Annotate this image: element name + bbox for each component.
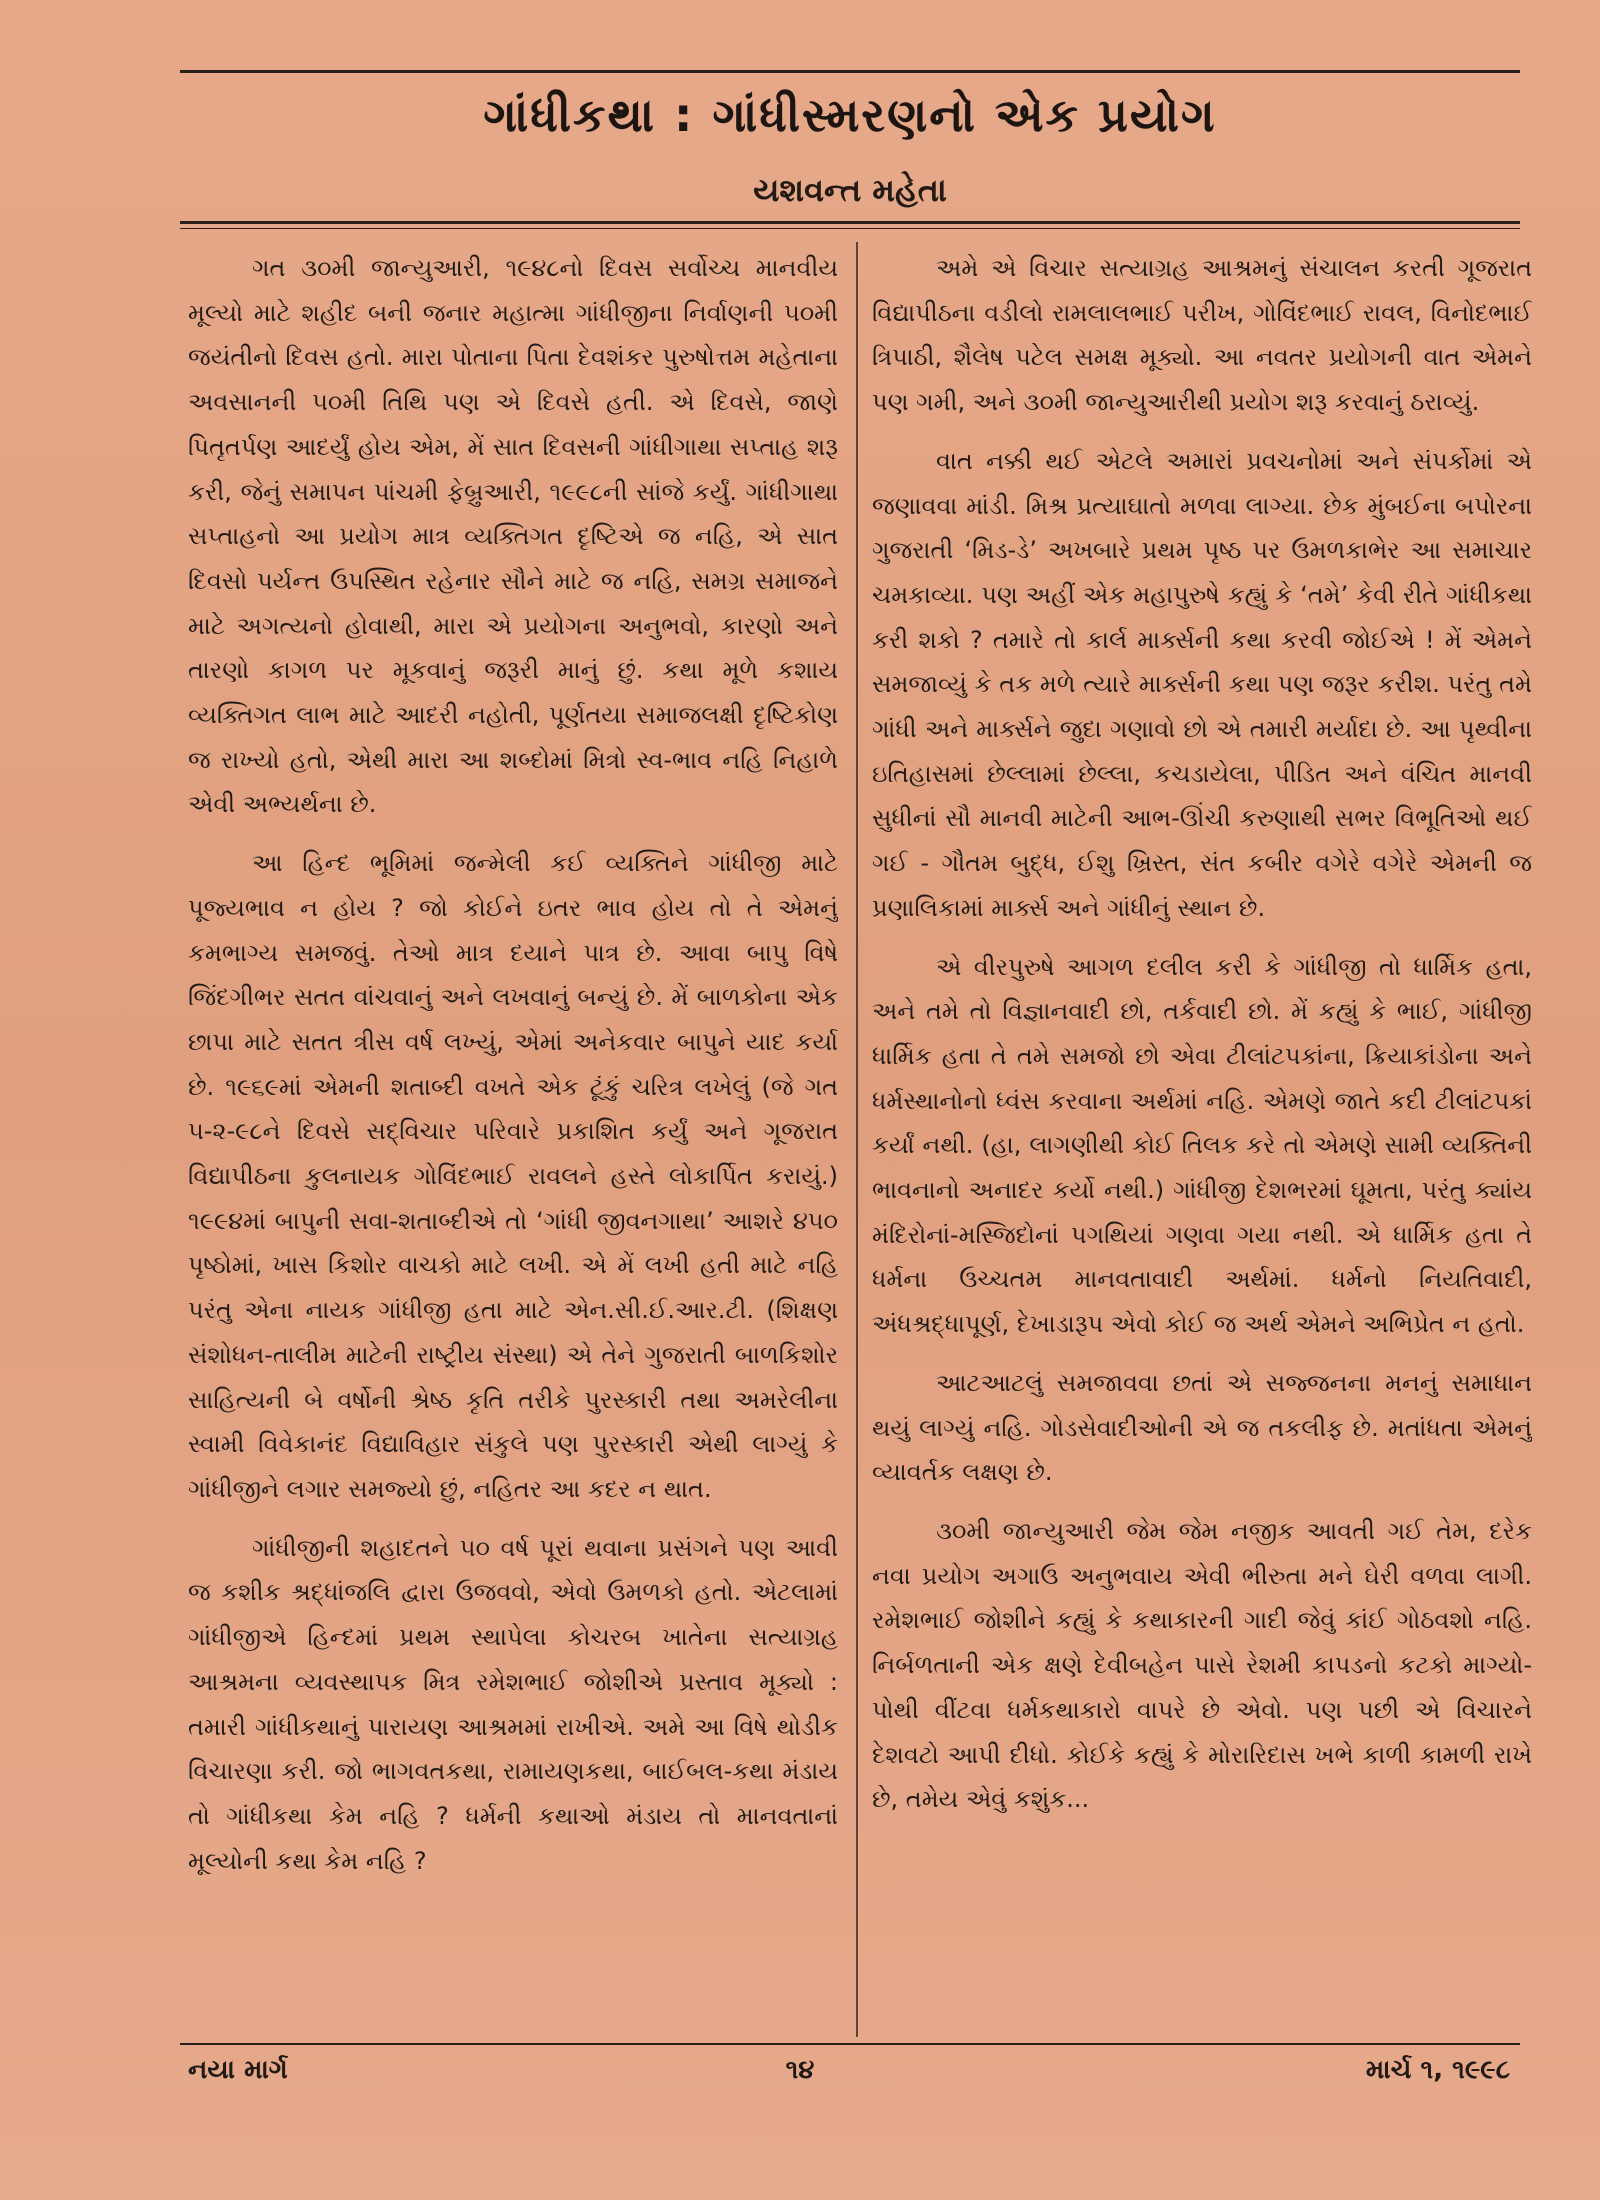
- paragraph: વાત નક્કી થઈ એટલે અમારાં પ્રવચનોમાં અને સંપર્કોમાં એ જણાવવા માંડી. મિશ્ર પ્રત્યાઘાતો મળવા લાગ્યા. છેક મુંબઈના બપોરના ગુજરાતી ‘મિડ-ડે’ અખબારે પ્રથમ પૃષ્ઠ પર ઉમળકાભેર આ સમાચાર ચમકાવ્યા. પણ અહીં એક મહાપુરુષે કહ્યું કે ‘તમે’ કેવી રીતે ગાંધીકથા કરી શકો ? તમારે તો કાર્લ માર્ક્સની કથા કરવી જોઈએ ! મેં એમને સમજાવ્યું કે તક મળે ત્યારે માર્ક્સની કથા પણ જરૂર કરીશ. પરંતુ તમે ગાંધી અને માર્ક્સને જુદા ગણાવો છો એ તમારી મર્યાદા છે. આ પૃથ્વીના ઇતિહાસમાં છેલ્લામાં છેલ્લા, કચડાયેલા, પીડિત અને વંચિત માનવી સુધીનાં સૌ માનવી માટેની આભ-ઊંચી કરુણાથી સભર વિભૂતિઓ થઈ ગઈ - ગૌતમ બુદ્ધ, ઈશુ ખ્રિસ્ત, સંત કબીર વગેરે વગેરે એમની જ પ્રણાલિકામાં માર્ક્સ અને ગાંધીનું સ્થાન છે.: [872, 446, 1532, 922]
- header-rule-thin: [180, 228, 1520, 229]
- right-column: [872, 246, 1532, 2036]
- footer-page-number: ૧૪: [785, 2055, 815, 2085]
- header-rule: [180, 221, 1520, 224]
- paragraph: ગાંધીજીની શહાદતને ૫૦ વર્ષ પૂરાં થવાના પ્રસંગને પણ આવી જ કશીક શ્રદ્ધાંજલિ દ્વારા ઉજવવો, એવો ઉમળકો હતો. એટલામાં ગાંધીજીએ હિન્દમાં પ્રથમ સ્થાપેલા કોચરબ ખાતેના સત્યાગ્રહ આશ્રમના વ્યવસ્થાપક મિત્ર રમેશભાઈ જોશીએ પ્રસ્તાવ મૂક્યો : તમારી ગાંધીકથાનું પારાયણ આશ્રમમાં રાખીએ. અમે આ વિષે થોડીક વિચારણા કરી. જો ભાગવતકથા, રામાયણકથા, બાઈબલ-કથા મંડાય તો ગાંધીકથા કેમ નહિ ? ધર્મની કથાઓ મંડાય તો માનવતાનાં મૂલ્યોની કથા કેમ નહિ ?: [188, 1533, 838, 1875]
- article-author: યશવન્ત મહેતા: [753, 171, 947, 209]
- footer-magazine-name: નયા માર્ગ: [188, 2055, 288, 2085]
- article-title: ગાંધીકથા : ગાંધીસ્મરણનો એક પ્રયોગ: [483, 88, 1217, 142]
- paragraph: ૩૦મી જાન્યુઆરી જેમ જેમ નજીક આવતી ગઈ તેમ, દરેક નવા પ્રયોગ અગાઉ અનુભવાય એવી ભીરુતા મને ઘેરી વળવા લાગી. રમેશભાઈ જોશીને કહ્યું કે કથાકારની ગાદી જેવું કાંઈ ગોઠવશો નહિ. નિર્બળતાની એક ક્ષણે દેવીબહેન પાસે રેશમી કાપડનો કટકો માગ્યો-પોથી વીંટવા ધર્મકથાકારો વાપરે છે એવો. પણ પછી એ વિચારને દેશવટો આપી દીધો. કોઈકે કહ્યું કે મોરારિદાસ ખભે કાળી કામળી રાખે છે, તમેય એવું કશુંક...: [872, 1516, 1532, 1814]
- paragraph: ગત ૩૦મી જાન્યુઆરી, ૧૯૪૮નો દિવસ સર્વોચ્ચ માનવીય મૂલ્યો માટે શહીદ બની જનાર મહાત્મા ગાંધીજીના નિર્વાણની ૫૦મી જયંતીનો દિવસ હતો. મારા પોતાના પિતા દેવશંકર પુરુષોત્તમ મહેતાના અવસાનની ૫૦મી તિથિ પણ એ દિવસે હતી. એ દિવસે, જાણે પિતૃતર્પણ આદર્યું હોય એમ, મેં સાત દિવસની ગાંધીગાથા સપ્તાહ શરૂ કરી, જેનું સમાપન પાંચમી ફેબ્રુઆરી, ૧૯૯૮ની સાંજે કર્યું. ગાંધીગાથા સપ્તાહનો આ પ્રયોગ માત્ર વ્યક્તિગત દૃષ્ટિએ જ નહિ, એ સાત દિવસો પર્યન્ત ઉપસ્થિત રહેનાર સૌને માટે જ નહિ, સમગ્ર સમાજને માટે અગત્યનો હોવાથી, મારા એ પ્રયોગના અનુભવો, કારણો અને તારણો કાગળ પર મૂકવાનું જરૂરી માનું છું. કથા મૂળે કશાય વ્યક્તિગત લાભ માટે આદરી નહોતી, પૂર્ણતયા સમાજલક્ષી દૃષ્ટિકોણ જ રાખ્યો હતો, એથી મારા આ શબ્દોમાં મિત્રો સ્વ-ભાવ નહિ નિહાળે એવી અભ્યર્થના છે.: [188, 254, 838, 819]
- paragraph: આ હિન્દ ભૂમિમાં જન્મેલી કઈ વ્યક્તિને ગાંધીજી માટે પૂજ્યભાવ ન હોય ? જો કોઈને ઇતર ભાવ હોય તો તે એમનું કમભાગ્ય સમજવું. તેઓ માત્ર દયાને પાત્ર છે. આવા બાપુ વિષે જિંદગીભર સતત વાંચવાનું અને લખવાનું બન્યું છે. મેં બાળકોના એક છાપા માટે સતત ત્રીસ વર્ષ લખ્યું, એમાં અનેકવાર બાપુને યાદ કર્યા છે. ૧૯૬૯માં એમની શતાબ્દી વખતે એક ટૂંકું ચરિત્ર લખેલું (જે ગત ૫-૨-૯૮ને દિવસે સદ્‌વિચાર પરિવારે પ્રકાશિત કર્યું અને ગૂજરાત વિદ્યાપીઠના કુલનાયક ગોવિંદભાઈ રાવલને હસ્તે લોકાર્પિત કરાયું.) ૧૯૯૪માં બાપુની સવા-શતાબ્દીએ તો ‘ગાંધી જીવનગાથા’ આશરે ૪૫૦ પૃષ્ઠોમાં, ખાસ કિશોર વાચકો માટે લખી. એ મેં લખી હતી માટે નહિ પરંતુ એના નાયક ગાંધીજી હતા માટે એન.સી.ઈ.આર.ટી. (શિક્ષણ સંશોધન-તાલીમ માટેની રાષ્ટ્રીય સંસ્થા) એ તેને ગુજરાતી બાળકિશોર સાહિત્યની બે વર્ષોની શ્રેષ્ઠ કૃતિ તરીકે પુરસ્કારી તથા અમરેલીના સ્વામી વિવેકાનંદ વિદ્યાવિહાર સંકુલે પણ પુરસ્કારી એથી લાગ્યું કે ગાંધીજીને લગાર સમજ્યો છું, નહિતર આ કદર ન થાત.: [188, 849, 838, 1503]
- footer-date: માર્ચ ૧, ૧૯૯૮: [1365, 2055, 1510, 2085]
- paragraph: આટઆટલું સમજાવવા છતાં એ સજ્જનના મનનું સમાધાન થયું લાગ્યું નહિ. ગોડસેવાદીઓની એ જ તકલીફ છે. મતાંધતા એમનું વ્યાવર્તક લક્ષણ છે.: [872, 1368, 1532, 1487]
- top-rule: [180, 70, 1520, 73]
- paragraph: એ વીરપુરુષે આગળ દલીલ કરી કે ગાંધીજી તો ધાર્મિક હતા, અને તમે તો વિજ્ઞાનવાદી છો, તર્કવાદી છો. મેં કહ્યું કે ભાઈ, ગાંધીજી ધાર્મિક હતા તે તમે સમજો છો એવા ટીલાંટપકાંના, ક્રિયાકાંડોના અને ધર્મસ્થાનોનો ધ્વંસ કરવાના અર્થમાં નહિ. એમણે જાતે કદી ટીલાંટપકાં કર્યાં નથી. (હા, લાગણીથી કોઈ તિલક કરે તો એમણે સામી વ્યક્તિની ભાવનાનો અનાદર કર્યો નથી.) ગાંધીજી દેશભરમાં ઘૂમતા, પરંતુ ક્યાંય મંદિરોનાં-મસ્જિદોનાં પગથિયાં ગણવા ગયા નથી. એ ધાર્મિક હતા તે ધર્મના ઉચ્ચતમ માનવતાવાદી અર્થમાં. ધર્મનો નિયતિવાદી, અંધશ્રદ્ધાપૂર્ણ, દેખાડારૂપ એવો કોઈ જ અર્થ એમને અભિપ્રેત ન હતો.: [872, 952, 1532, 1339]
- footer-rule: [180, 2043, 1520, 2045]
- left-column: [188, 246, 838, 2036]
- column-divider: [856, 242, 858, 2037]
- paragraph: અમે એ વિચાર સત્યાગ્રહ આશ્રમનું સંચાલન કરતી ગૂજરાત વિદ્યાપીઠના વડીલો રામલાલભાઈ પરીખ, ગોવિંદભાઈ રાવલ, વિનોદભાઈ ત્રિપાઠી, શૈલેષ પટેલ સમક્ષ મૂક્યો. આ નવતર પ્રયોગની વાત એમને પણ ગમી, અને ૩૦મી જાન્યુઆરીથી પ્રયોગ શરૂ કરવાનું ઠરાવ્યું.: [872, 254, 1532, 417]
